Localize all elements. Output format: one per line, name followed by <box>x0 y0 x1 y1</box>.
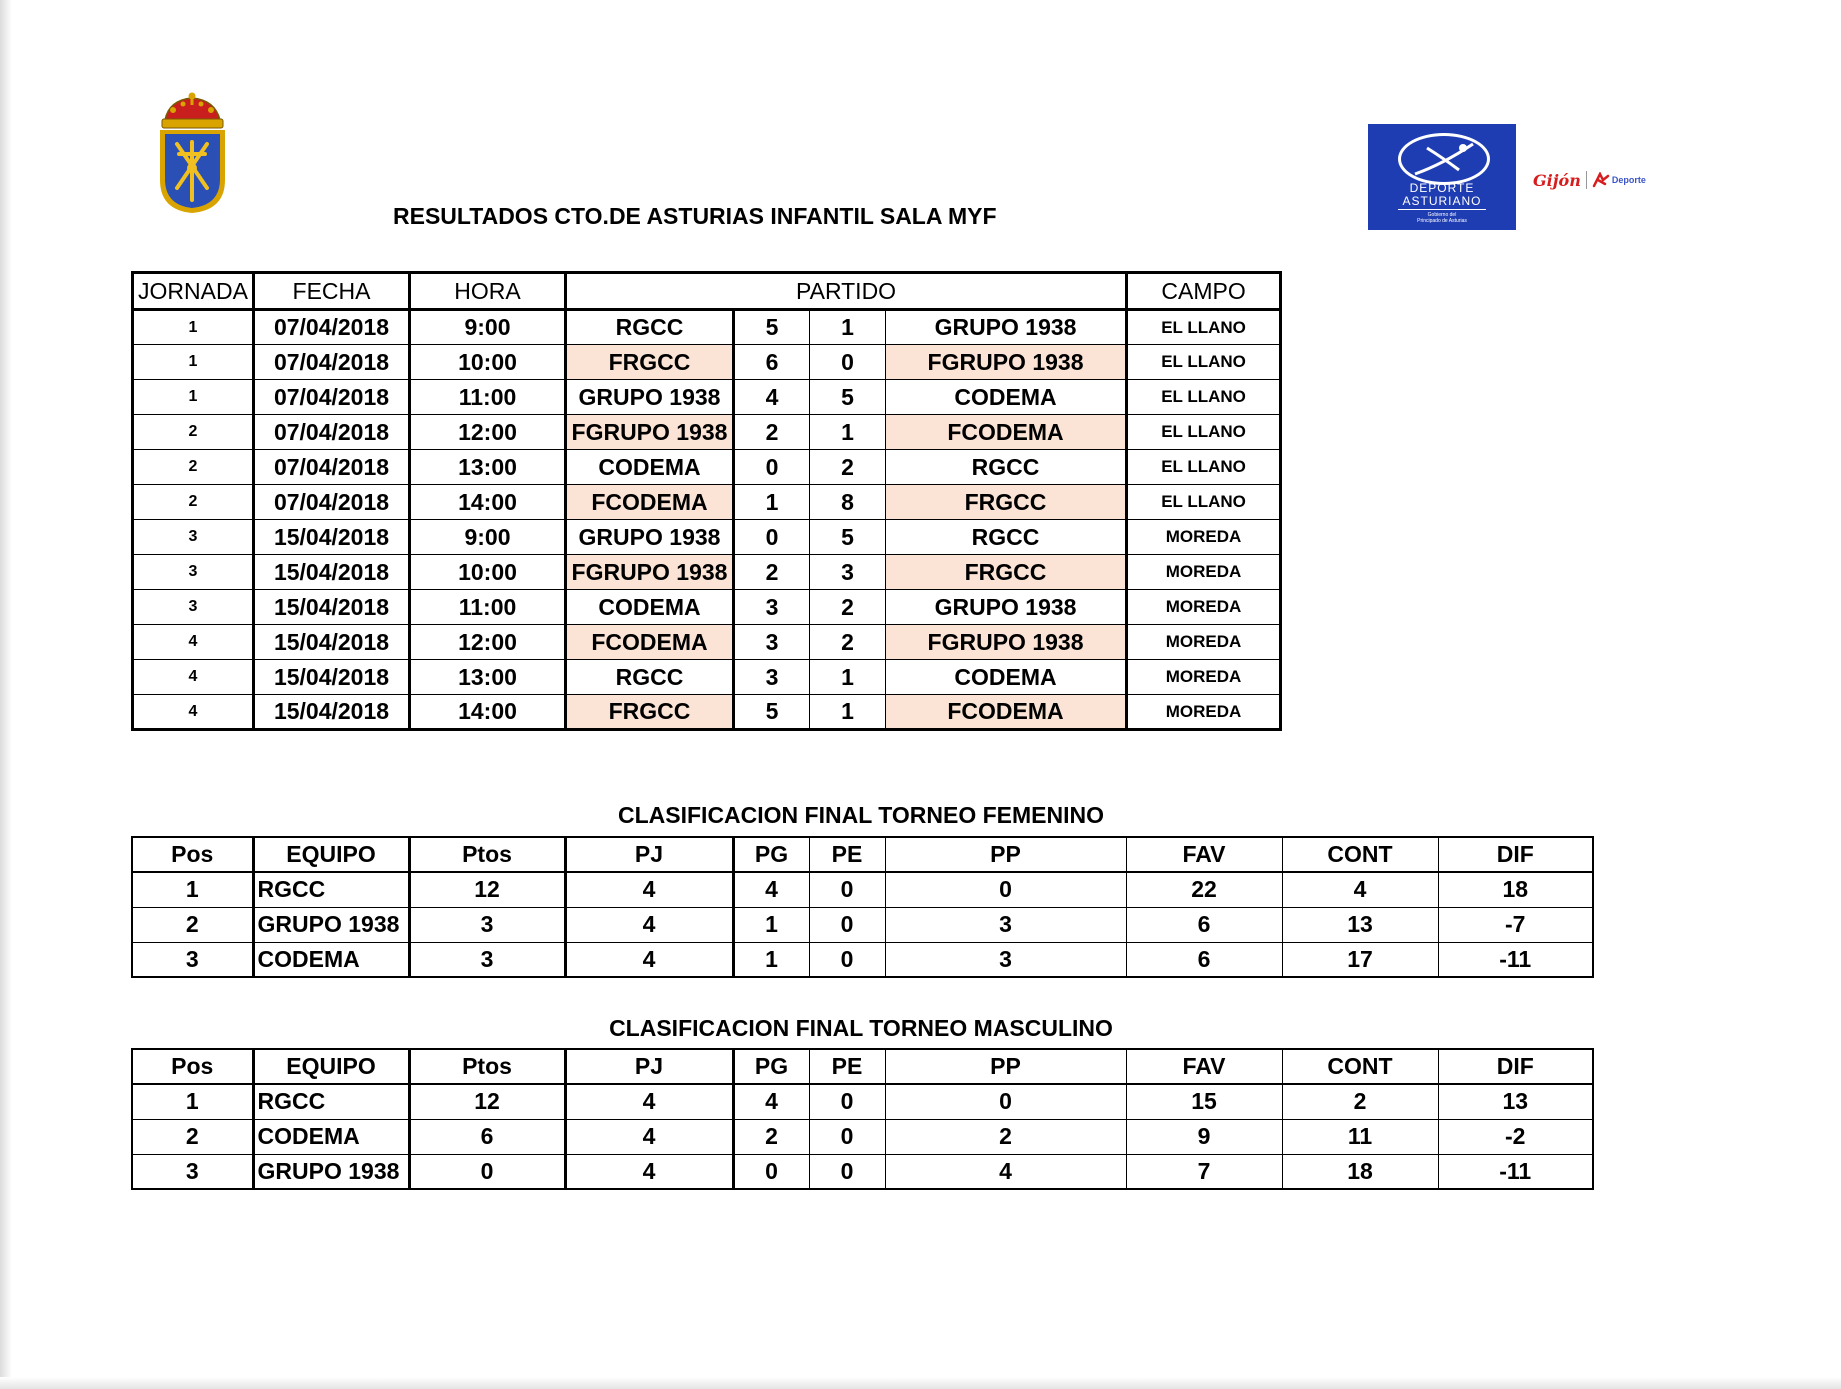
local-goals-cell: 0 <box>734 450 810 485</box>
jornada-cell: 4 <box>133 695 254 730</box>
local-team-cell: CODEMA <box>566 590 734 625</box>
dif-cell: -11 <box>1438 942 1593 977</box>
cont-cell: 17 <box>1282 942 1438 977</box>
jornada-cell: 2 <box>133 485 254 520</box>
pos-cell: 1 <box>132 872 253 907</box>
campo-cell: MOREDA <box>1127 520 1281 555</box>
jornada-cell: 3 <box>133 555 254 590</box>
local-goals-cell: 2 <box>734 415 810 450</box>
visitor-team-cell: GRUPO 1938 <box>886 590 1127 625</box>
local-team-cell: FGRUPO 1938 <box>566 415 734 450</box>
equipo-cell: RGCC <box>253 872 409 907</box>
visitor-goals-cell: 2 <box>810 625 886 660</box>
visitor-team-cell: FGRUPO 1938 <box>886 625 1127 660</box>
visitor-team-cell: CODEMA <box>886 660 1127 695</box>
fav-cell: 15 <box>1126 1084 1282 1119</box>
pp-cell: 0 <box>885 872 1126 907</box>
hora-cell: 12:00 <box>410 415 566 450</box>
jornada-cell: 2 <box>133 450 254 485</box>
equipo-cell: GRUPO 1938 <box>253 1154 409 1189</box>
jornada-cell: 1 <box>133 380 254 415</box>
visitor-team-cell: RGCC <box>886 450 1127 485</box>
header-pp: PP <box>885 1049 1126 1084</box>
standings-row <box>132 1119 1593 1154</box>
visitor-goals-cell: 3 <box>810 555 886 590</box>
standings-header-row <box>132 837 1593 872</box>
fecha-cell: 07/04/2018 <box>254 415 410 450</box>
ptos-cell: 12 <box>409 872 565 907</box>
header-cont: CONT <box>1282 837 1438 872</box>
visitor-team-cell: CODEMA <box>886 380 1127 415</box>
visitor-goals-cell: 2 <box>810 590 886 625</box>
pg-cell: 4 <box>733 872 809 907</box>
local-goals-cell: 3 <box>734 625 810 660</box>
cont-cell: 2 <box>1282 1084 1438 1119</box>
pe-cell: 0 <box>809 1154 885 1189</box>
header-jornada: JORNADA <box>133 273 254 310</box>
jornada-cell: 4 <box>133 660 254 695</box>
fecha-cell: 07/04/2018 <box>254 380 410 415</box>
jornada-cell: 4 <box>133 625 254 660</box>
visitor-team-cell: RGCC <box>886 520 1127 555</box>
cont-cell: 4 <box>1282 872 1438 907</box>
pos-cell: 2 <box>132 1119 253 1154</box>
campo-cell: EL LLANO <box>1127 415 1281 450</box>
hora-cell: 12:00 <box>410 625 566 660</box>
local-team-cell: GRUPO 1938 <box>566 520 734 555</box>
result-row <box>133 345 1281 380</box>
campo-cell: MOREDA <box>1127 555 1281 590</box>
visitor-goals-cell: 1 <box>810 695 886 730</box>
logo-text-deporte-gijon: Deporte <box>1611 175 1646 185</box>
local-goals-cell: 5 <box>734 310 810 345</box>
result-row <box>133 625 1281 660</box>
logo-separator <box>1586 171 1587 189</box>
campo-cell: EL LLANO <box>1127 485 1281 520</box>
result-row <box>133 310 1281 345</box>
pg-cell: 2 <box>733 1119 809 1154</box>
campo-cell: MOREDA <box>1127 660 1281 695</box>
hora-cell: 10:00 <box>410 555 566 590</box>
page-bottom-shadow <box>0 1377 1841 1389</box>
pj-cell: 4 <box>565 1119 733 1154</box>
header-equipo: EQUIPO <box>253 1049 409 1084</box>
visitor-team-cell: GRUPO 1938 <box>886 310 1127 345</box>
jornada-cell: 3 <box>133 590 254 625</box>
header-fav: FAV <box>1126 1049 1282 1084</box>
header-campo: CAMPO <box>1127 273 1281 310</box>
visitor-team-cell: FGRUPO 1938 <box>886 345 1127 380</box>
dif-cell: 18 <box>1438 872 1593 907</box>
femenino-standings-table <box>131 836 1594 978</box>
fav-cell: 22 <box>1126 872 1282 907</box>
page-title: RESULTADOS CTO.DE ASTURIAS INFANTIL SALA MYF <box>393 203 997 229</box>
hora-cell: 11:00 <box>410 590 566 625</box>
pos-cell: 3 <box>132 942 253 977</box>
pj-cell: 4 <box>565 942 733 977</box>
fecha-cell: 15/04/2018 <box>254 660 410 695</box>
jornada-cell: 1 <box>133 345 254 380</box>
result-row <box>133 380 1281 415</box>
standings-row <box>132 872 1593 907</box>
result-row <box>133 485 1281 520</box>
local-team-cell: CODEMA <box>566 450 734 485</box>
pj-cell: 4 <box>565 1154 733 1189</box>
hora-cell: 14:00 <box>410 485 566 520</box>
pg-cell: 4 <box>733 1084 809 1119</box>
fecha-cell: 15/04/2018 <box>254 695 410 730</box>
pp-cell: 2 <box>885 1119 1126 1154</box>
local-goals-cell: 3 <box>734 660 810 695</box>
visitor-team-cell: FRGCC <box>886 555 1127 590</box>
campo-cell: MOREDA <box>1127 590 1281 625</box>
local-team-cell: FGRUPO 1938 <box>566 555 734 590</box>
dif-cell: -7 <box>1438 907 1593 942</box>
local-goals-cell: 3 <box>734 590 810 625</box>
header-hora: HORA <box>410 273 566 310</box>
pj-cell: 4 <box>565 1084 733 1119</box>
standings-row <box>132 942 1593 977</box>
pg-cell: 0 <box>733 1154 809 1189</box>
fav-cell: 7 <box>1126 1154 1282 1189</box>
header-ptos: Ptos <box>409 1049 565 1084</box>
local-goals-cell: 1 <box>734 485 810 520</box>
ptos-cell: 12 <box>409 1084 565 1119</box>
fecha-cell: 07/04/2018 <box>254 485 410 520</box>
visitor-goals-cell: 8 <box>810 485 886 520</box>
header-dif: DIF <box>1438 1049 1593 1084</box>
fav-cell: 6 <box>1126 942 1282 977</box>
pg-cell: 1 <box>733 942 809 977</box>
local-goals-cell: 6 <box>734 345 810 380</box>
fav-cell: 6 <box>1126 907 1282 942</box>
fecha-cell: 07/04/2018 <box>254 450 410 485</box>
hora-cell: 11:00 <box>410 380 566 415</box>
dif-cell: 13 <box>1438 1084 1593 1119</box>
jornada-cell: 3 <box>133 520 254 555</box>
standings-row <box>132 907 1593 942</box>
header-fav: FAV <box>1126 837 1282 872</box>
local-team-cell: GRUPO 1938 <box>566 380 734 415</box>
standings-row <box>132 1154 1593 1189</box>
result-row <box>133 450 1281 485</box>
local-team-cell: FCODEMA <box>566 625 734 660</box>
pg-cell: 1 <box>733 907 809 942</box>
result-row <box>133 520 1281 555</box>
fecha-cell: 07/04/2018 <box>254 345 410 380</box>
jornada-cell: 1 <box>133 310 254 345</box>
equipo-cell: GRUPO 1938 <box>253 907 409 942</box>
femenino-title: CLASIFICACION FINAL TORNEO FEMENINO <box>618 802 1104 828</box>
masculino-standings-table <box>131 1048 1594 1190</box>
campo-cell: EL LLANO <box>1127 310 1281 345</box>
ptos-cell: 6 <box>409 1119 565 1154</box>
fecha-cell: 15/04/2018 <box>254 590 410 625</box>
hora-cell: 13:00 <box>410 450 566 485</box>
hora-cell: 13:00 <box>410 660 566 695</box>
header-cont: CONT <box>1282 1049 1438 1084</box>
visitor-team-cell: FRGCC <box>886 485 1127 520</box>
header-pg: PG <box>733 837 809 872</box>
fecha-cell: 15/04/2018 <box>254 520 410 555</box>
pe-cell: 0 <box>809 907 885 942</box>
pp-cell: 3 <box>885 942 1126 977</box>
pos-cell: 2 <box>132 907 253 942</box>
header-pos: Pos <box>132 1049 253 1084</box>
equipo-cell: CODEMA <box>253 942 409 977</box>
result-row <box>133 590 1281 625</box>
pe-cell: 0 <box>809 942 885 977</box>
campo-cell: EL LLANO <box>1127 450 1281 485</box>
campo-cell: MOREDA <box>1127 625 1281 660</box>
logo-text-principado: Principado de Asturias <box>1417 218 1467 224</box>
header-dif: DIF <box>1438 837 1593 872</box>
header-pp: PP <box>885 837 1126 872</box>
cont-cell: 13 <box>1282 907 1438 942</box>
pp-cell: 0 <box>885 1084 1126 1119</box>
header-partido: PARTIDO <box>566 273 1127 310</box>
header-pe: PE <box>809 837 885 872</box>
pos-cell: 1 <box>132 1084 253 1119</box>
masculino-title: CLASIFICACION FINAL TORNEO MASCULINO <box>609 1015 1113 1041</box>
pj-cell: 4 <box>565 907 733 942</box>
logo-text-gobierno: Gobierno del <box>1427 212 1457 218</box>
visitor-team-cell: FCODEMA <box>886 415 1127 450</box>
local-goals-cell: 5 <box>734 695 810 730</box>
jornada-cell: 2 <box>133 415 254 450</box>
standings-row <box>132 1084 1593 1119</box>
result-row <box>133 555 1281 590</box>
pos-cell: 3 <box>132 1154 253 1189</box>
equipo-cell: RGCC <box>253 1084 409 1119</box>
dif-cell: -2 <box>1438 1119 1593 1154</box>
pe-cell: 0 <box>809 872 885 907</box>
deporte-asturiano-logo <box>1368 124 1516 230</box>
ptos-cell: 0 <box>409 1154 565 1189</box>
pj-cell: 4 <box>565 872 733 907</box>
local-team-cell: RGCC <box>566 660 734 695</box>
visitor-goals-cell: 5 <box>810 380 886 415</box>
header-pj: PJ <box>565 837 733 872</box>
header-pos: Pos <box>132 837 253 872</box>
gijon-runner-icon <box>1592 172 1610 188</box>
results-header-row <box>133 273 1281 310</box>
hora-cell: 14:00 <box>410 695 566 730</box>
fecha-cell: 07/04/2018 <box>254 310 410 345</box>
fecha-cell: 15/04/2018 <box>254 555 410 590</box>
hora-cell: 9:00 <box>410 310 566 345</box>
visitor-goals-cell: 1 <box>810 660 886 695</box>
pe-cell: 0 <box>809 1084 885 1119</box>
visitor-goals-cell: 2 <box>810 450 886 485</box>
local-goals-cell: 2 <box>734 555 810 590</box>
cont-cell: 18 <box>1282 1154 1438 1189</box>
fecha-cell: 15/04/2018 <box>254 625 410 660</box>
logo-text-asturiano: ASTURIANO <box>1402 194 1482 208</box>
campo-cell: MOREDA <box>1127 695 1281 730</box>
cont-cell: 11 <box>1282 1119 1438 1154</box>
header-equipo: EQUIPO <box>253 837 409 872</box>
pp-cell: 3 <box>885 907 1126 942</box>
visitor-goals-cell: 1 <box>810 310 886 345</box>
page-left-shadow <box>0 0 12 1389</box>
dif-cell: -11 <box>1438 1154 1593 1189</box>
result-row <box>133 660 1281 695</box>
local-goals-cell: 4 <box>734 380 810 415</box>
local-team-cell: FRGCC <box>566 695 734 730</box>
deporte-asturiano-emblem-icon <box>1398 133 1490 185</box>
fav-cell: 9 <box>1126 1119 1282 1154</box>
logo-text-gijon: Gijón <box>1533 170 1581 190</box>
pp-cell: 4 <box>885 1154 1126 1189</box>
ptos-cell: 3 <box>409 907 565 942</box>
local-team-cell: FRGCC <box>566 345 734 380</box>
local-goals-cell: 0 <box>734 520 810 555</box>
header-pg: PG <box>733 1049 809 1084</box>
ptos-cell: 3 <box>409 942 565 977</box>
visitor-team-cell: FCODEMA <box>886 695 1127 730</box>
visitor-goals-cell: 5 <box>810 520 886 555</box>
local-team-cell: RGCC <box>566 310 734 345</box>
visitor-goals-cell: 1 <box>810 415 886 450</box>
header-fecha: FECHA <box>254 273 410 310</box>
campo-cell: EL LLANO <box>1127 345 1281 380</box>
pe-cell: 0 <box>809 1119 885 1154</box>
header-pj: PJ <box>565 1049 733 1084</box>
header-ptos: Ptos <box>409 837 565 872</box>
logo-divider <box>1398 209 1486 210</box>
header-pe: PE <box>809 1049 885 1084</box>
campo-cell: EL LLANO <box>1127 380 1281 415</box>
equipo-cell: CODEMA <box>253 1119 409 1154</box>
hora-cell: 9:00 <box>410 520 566 555</box>
gijon-deporte-logo <box>1533 168 1646 192</box>
visitor-goals-cell: 0 <box>810 345 886 380</box>
result-row <box>133 695 1281 730</box>
standings-header-row <box>132 1049 1593 1084</box>
result-row <box>133 415 1281 450</box>
local-team-cell: FCODEMA <box>566 485 734 520</box>
asturias-coat-of-arms-icon <box>155 92 230 214</box>
logo-text-deporte: DEPORTE <box>1409 181 1475 195</box>
hora-cell: 10:00 <box>410 345 566 380</box>
results-table <box>131 271 1282 731</box>
